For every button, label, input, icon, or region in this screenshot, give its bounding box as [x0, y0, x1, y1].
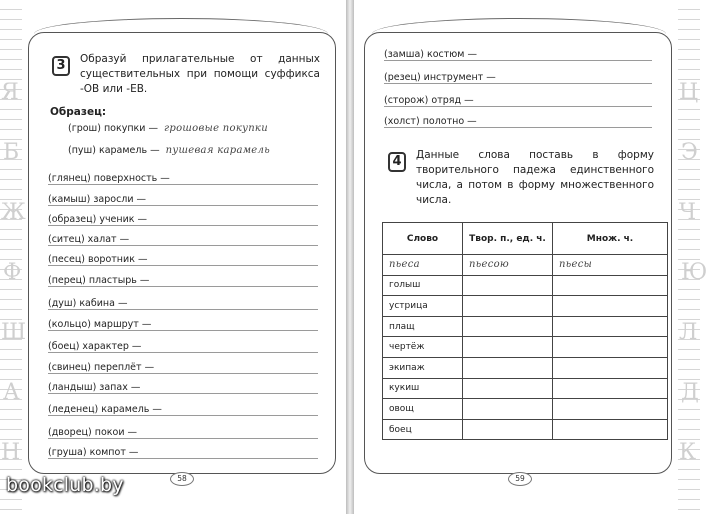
answer-cell[interactable] — [463, 378, 553, 399]
exercise-item: (дворец) покои — — [48, 426, 140, 440]
watermark-text: bookclub.by — [6, 474, 124, 496]
task-instruction: Данные слова поставь в форму творительного падежа единственного числа, а потом в форму множественного числа. — [416, 149, 654, 206]
answer-line[interactable] — [48, 184, 318, 185]
table-cell: плащ — [383, 316, 463, 337]
answer-line[interactable] — [48, 265, 318, 266]
answer-line[interactable] — [48, 458, 318, 459]
answer-cell[interactable] — [463, 316, 553, 337]
table-row — [383, 378, 668, 399]
table-row — [383, 316, 668, 337]
exercise-item: (сторож) отряд — — [384, 94, 477, 108]
right-page: Ц Э Ч Ю Л Д К (замша) костюм — (резец) инструмент — (сторож) отряд — (холст) полотно — 4 Данные слова поставь в форму творительного падежа единственного числа, а потом в форму множественного числа. Слово Твор. п., ед. ч. Множ. ч. пьеса пьесою пьесы голыш устрица плащ чертёж экипаж кукиш овощ боец 59 — [354, 0, 700, 514]
answer-line[interactable] — [48, 245, 318, 246]
exercise-item: (ландыш) запах — — [48, 381, 143, 395]
answer-cell[interactable] — [553, 296, 668, 317]
table-row — [383, 255, 668, 276]
column-header-instrumental: Твор. п., ед. ч. — [463, 223, 553, 255]
example-line-1 — [68, 122, 268, 136]
exercise-item: (перец) пластырь — — [48, 274, 152, 288]
answer-line[interactable] — [48, 225, 318, 226]
answer-cell[interactable] — [553, 275, 668, 296]
table-cell: устрица — [383, 296, 463, 317]
table-row — [383, 419, 668, 440]
answer-cell[interactable] — [553, 419, 668, 440]
exercise-item: (образец) ученик — — [48, 213, 150, 227]
exercise-item: (песец) воротник — — [48, 253, 150, 267]
table-cell: кукиш — [383, 378, 463, 399]
table-row — [383, 399, 668, 420]
answer-line[interactable] — [48, 373, 318, 374]
table-cell: пьесою — [463, 255, 553, 276]
answer-line[interactable] — [48, 352, 318, 353]
answer-cell[interactable] — [463, 296, 553, 317]
exercise-item: (леденец) карамель — — [48, 403, 165, 417]
answer-cell[interactable] — [553, 378, 668, 399]
table-cell: голыш — [383, 275, 463, 296]
answer-cell[interactable] — [463, 419, 553, 440]
table-cell: боец — [383, 419, 463, 440]
table-cell: экипаж — [383, 357, 463, 378]
page-number: 58 — [170, 472, 194, 486]
answer-line[interactable] — [48, 205, 318, 206]
example-answer: грошовые покупки — [164, 123, 268, 134]
answer-line[interactable] — [384, 60, 652, 61]
example-prompt: (грош) покупки — — [68, 123, 161, 134]
answer-line[interactable] — [384, 106, 652, 107]
example-prompt: (пуш) карамель — — [68, 145, 163, 156]
answer-line[interactable] — [48, 330, 318, 331]
exercise-item: (замша) костюм — — [384, 48, 480, 62]
answer-cell[interactable] — [553, 337, 668, 358]
table-header-row — [383, 223, 668, 255]
example-answer: пушевая карамель — [165, 145, 270, 156]
answer-line[interactable] — [48, 309, 318, 310]
exercise-item: (боец) характер — — [48, 340, 144, 354]
answer-cell[interactable] — [553, 316, 668, 337]
answer-cell[interactable] — [463, 399, 553, 420]
table-cell: овощ — [383, 399, 463, 420]
exercise-item: (кольцо) маршрут — — [48, 318, 154, 332]
table-row — [383, 357, 668, 378]
exercise-item: (резец) инструмент — — [384, 71, 499, 85]
answer-line[interactable] — [384, 83, 652, 84]
table-row — [383, 275, 668, 296]
exercise-item: (камыш) заросли — — [48, 193, 149, 207]
exercise-item: (холст) полотно — — [384, 115, 480, 129]
decorative-border — [0, 0, 22, 514]
table-row — [383, 337, 668, 358]
answer-table — [382, 222, 668, 440]
answer-cell[interactable] — [553, 357, 668, 378]
answer-cell[interactable] — [463, 337, 553, 358]
table-cell: пьеса — [383, 255, 463, 276]
sample-label: Образец: — [50, 106, 107, 118]
page-number: 59 — [508, 472, 532, 486]
column-header-plural: Множ. ч. — [553, 223, 668, 255]
table-cell: чертёж — [383, 337, 463, 358]
example-line-2 — [68, 144, 270, 158]
exercise-item: (душ) кабина — — [48, 297, 130, 311]
exercise-item: (свинец) переплёт — — [48, 361, 157, 375]
answer-line[interactable] — [48, 286, 318, 287]
exercise-item: (ситец) халат — — [48, 233, 132, 247]
task-instruction: Образуй прилагательные от данных существительных при помощи суффикса -ОВ или -ЕВ. — [80, 53, 320, 95]
answer-cell[interactable] — [553, 399, 668, 420]
answer-cell[interactable] — [463, 357, 553, 378]
answer-line[interactable] — [48, 438, 318, 439]
column-header-word: Слово — [383, 223, 463, 255]
table-row — [383, 296, 668, 317]
answer-line[interactable] — [48, 415, 318, 416]
decorative-border — [678, 0, 700, 514]
exercise-item: (груша) компот — — [48, 446, 141, 460]
exercise-item: (глянец) поверхность — — [48, 172, 173, 186]
book-gutter — [346, 0, 354, 514]
left-page: Я Б Ж Ф Ш А Н 3 Образуй прилагательные от данных существительных при помощи суффикса -ОВ или -ЕВ. Образец: (грош) покупки — грошовые покупки (пуш) карамель — пушевая карамель (глянец) поверхность — (камыш) заросли — (образец) ученик — (ситец) халат — (песец) воротник — (перец) пластырь — (душ) кабина — (кольцо) маршрут — (боец) характер — (свинец) переплёт — (ландыш) запах — (леденец) карамель — (дворец) покои — (груша) компот — 58 — [0, 0, 346, 514]
table-cell: пьесы — [553, 255, 668, 276]
answer-line[interactable] — [48, 393, 318, 394]
task-number-badge: 4 — [388, 152, 406, 172]
task-number-badge: 3 — [52, 56, 70, 76]
answer-line[interactable] — [384, 127, 652, 128]
answer-cell[interactable] — [463, 275, 553, 296]
